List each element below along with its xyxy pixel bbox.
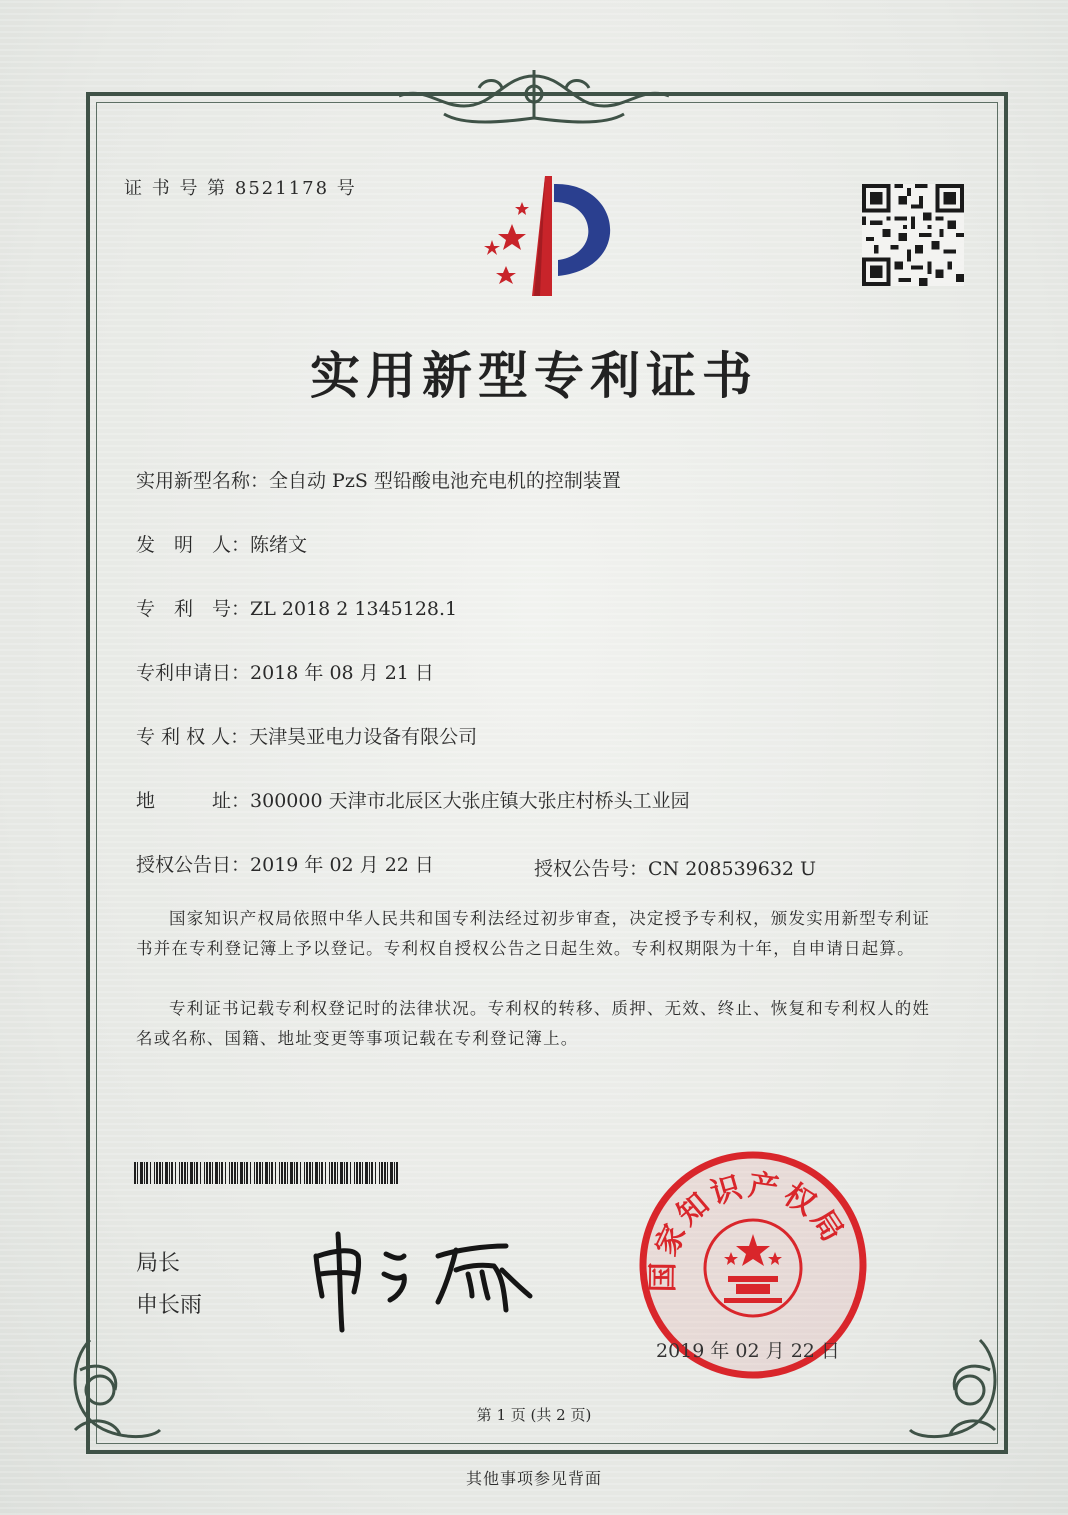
director-name: 申长雨 [136,1293,203,1318]
inventor-row [136,530,307,557]
page-indicator: 第 1 页 (共 2 页) [476,1406,592,1424]
barcode-icon [134,1162,400,1184]
address-label: 地 址： [136,790,251,812]
grant-date-label: 授权公告日： [136,854,251,876]
patent-number-row [136,594,457,621]
address-row [136,786,690,813]
grant-number-value: CN 208539632 U [648,858,817,880]
patent-office-logo-icon [462,172,632,302]
top-ornament-icon [384,66,684,128]
grant-date-value: 2019 年 02 月 22 日 [250,854,434,876]
seal-text: 国家知识产权局 [645,1167,852,1293]
grant-date-row [136,850,434,877]
filing-date-row [136,658,434,685]
patent-number-label: 专 利 号： [136,598,251,620]
grant-number-row [534,854,816,881]
bottom-right-ornament-icon [900,1330,1010,1450]
patentee-row [136,722,477,749]
certificate-title: 实用新型专利证书 [310,346,758,405]
director-title: 局长 [136,1251,181,1276]
director-signature [306,1226,546,1336]
seal-date: 2019 年 02 月 22 日 [656,1340,840,1362]
legal-paragraph-2: 专利证书记载专利权登记时的法律状况。专利权的转移、质押、无效、终止、恢复和专利权人的姓名或名称、国籍、地址变更等事项记载在专利登记簿上。 [136,999,931,1048]
utility-model-name-label: 实用新型名称： [136,470,270,492]
patentee-label: 专 利 权 人： [136,726,250,748]
inventor-value: 陈绪文 [250,534,308,556]
grant-number-label: 授权公告号： [534,858,649,880]
bottom-left-ornament-icon [60,1330,170,1450]
filing-date-value: 2018 年 08 月 21 日 [250,662,434,684]
patent-number-value: ZL 2018 2 1345128.1 [250,598,458,620]
qr-code-icon [862,184,964,286]
footer-note: 其他事项参见背面 [465,1469,602,1488]
patentee-value: 天津昊亚电力设备有限公司 [249,726,478,748]
address-value: 300000 天津市北辰区大张庄镇大张庄村桥头工业园 [250,790,690,812]
filing-date-label: 专利申请日： [136,662,251,684]
inventor-label: 发 明 人： [136,534,251,556]
utility-model-name-row [136,466,621,493]
utility-model-name-value: 全自动 PzS 型铅酸电池充电机的控制装置 [269,470,621,492]
legal-paragraph-1: 国家知识产权局依照中华人民共和国专利法经过初步审查，决定授予专利权，颁发实用新型专利证书并在专利登记簿上予以登记。专利权自授权公告之日起生效。专利权期限为十年，自申请日起算。 [136,909,931,958]
certificate-number: 证 书 号 第 8521178 号 [124,178,357,199]
